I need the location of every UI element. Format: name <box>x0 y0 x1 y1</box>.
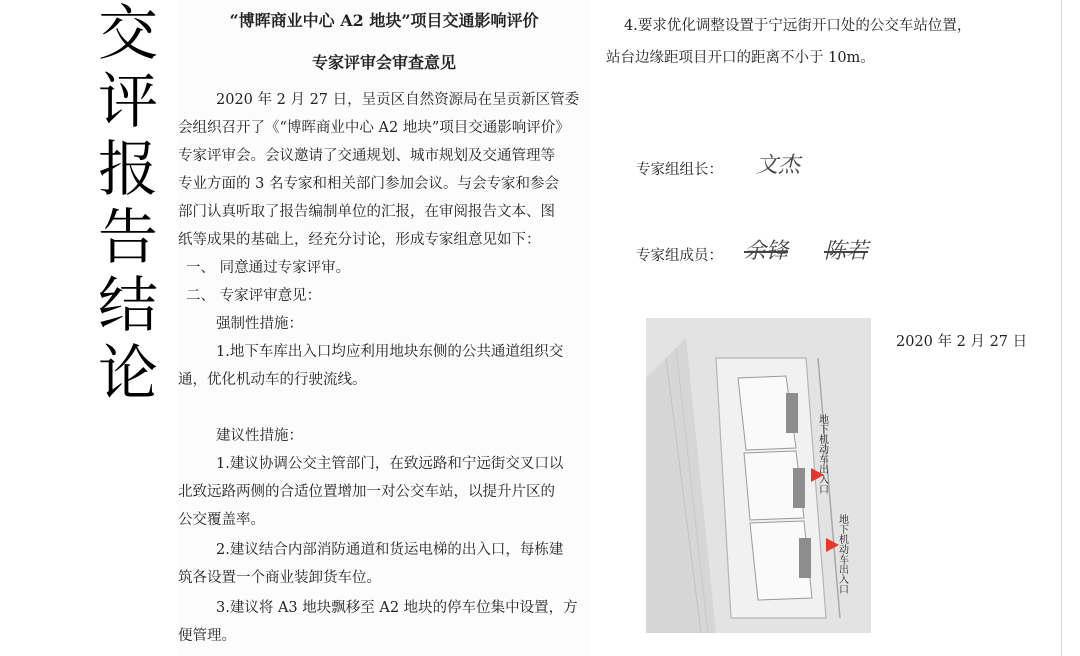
entrance-label-2: 地下机动车出入口 <box>836 514 848 594</box>
doc-line: 1.建议协调公交主管部门，在致远路和宁远街交叉口以 <box>216 456 564 472</box>
document-title: “博晖商业中心 A2 地块”项目交通影响评价 <box>229 11 539 30</box>
site-plan-drawing <box>646 318 871 633</box>
side-title-char: 报 <box>98 135 158 205</box>
page-divider <box>1061 0 1062 656</box>
side-title-char: 论 <box>98 339 158 409</box>
doc-line: 强制性措施： <box>216 316 303 332</box>
doc-line: 专业方面的 3 名专家和相关部门参加会议。与会专家和参会 <box>178 176 559 192</box>
review-document-page <box>178 0 590 656</box>
doc-line: 3.建议将 A3 地块飘移至 A2 地块的停车位集中设置，方 <box>216 600 578 616</box>
doc-line: 部门认真听取了报告编制单位的汇报，在审阅报告文本、图 <box>178 204 555 220</box>
side-title-char: 告 <box>98 203 158 273</box>
document-subtitle: 专家评审会审查意见 <box>311 53 456 72</box>
member-signature-1: 余锋 <box>744 239 789 264</box>
doc-line: 会组织召开了《“博晖商业中心 A2 地块”项目交通影响评价》 <box>178 120 570 136</box>
doc-line: 公交覆盖率。 <box>178 512 265 528</box>
side-title-char: 结 <box>98 271 158 341</box>
signature-page <box>598 0 1080 656</box>
side-title-char: 交 <box>98 0 158 69</box>
requirement-line: 站台边缘距项目开口的距离不小于 10m。 <box>606 50 875 66</box>
doc-line: 便管理。 <box>178 628 236 644</box>
site-plan-map <box>646 318 871 633</box>
doc-line: 二、 专家评审意见： <box>186 288 322 304</box>
leader-label: 专家组组长： <box>636 162 723 178</box>
doc-line: 2020 年 2 月 27 日，呈贡区自然资源局在呈贡新区管委 <box>216 92 580 108</box>
requirement-line: 4.要求优化调整设置于宁远街开口处的公交车站位置， <box>624 18 972 34</box>
leader-signature: 文杰 <box>756 153 801 178</box>
member-signature-2: 陈若 <box>824 239 869 264</box>
signature-date: 2020 年 2 月 27 日 <box>896 334 1028 350</box>
doc-line: 1.地下车库出入口均应利用地块东侧的公共通道组织交 <box>216 344 564 360</box>
doc-line: 通，优化机动车的行驶流线。 <box>178 372 367 388</box>
doc-line: 建议性措施： <box>216 428 303 444</box>
members-label: 专家组成员： <box>636 248 723 264</box>
side-title <box>92 0 164 408</box>
doc-line: 2.建议结合内部消防通道和货运电梯的出入口，每栋建 <box>216 542 564 558</box>
doc-line: 纸等成果的基础上，经充分讨论，形成专家组意见如下： <box>178 232 541 248</box>
side-title-char: 评 <box>98 67 158 137</box>
entrance-label-1: 地下机动车出入口 <box>816 414 828 494</box>
doc-line: 北致远路两侧的合适位置增加一对公交车站，以提升片区的 <box>178 484 555 500</box>
doc-line: 专家评审会。会议邀请了交通规划、城市规划及交通管理等 <box>178 148 555 164</box>
doc-line: 筑各设置一个商业装卸货车位。 <box>178 570 381 586</box>
doc-line: 一、 同意通过专家评审。 <box>186 260 351 276</box>
